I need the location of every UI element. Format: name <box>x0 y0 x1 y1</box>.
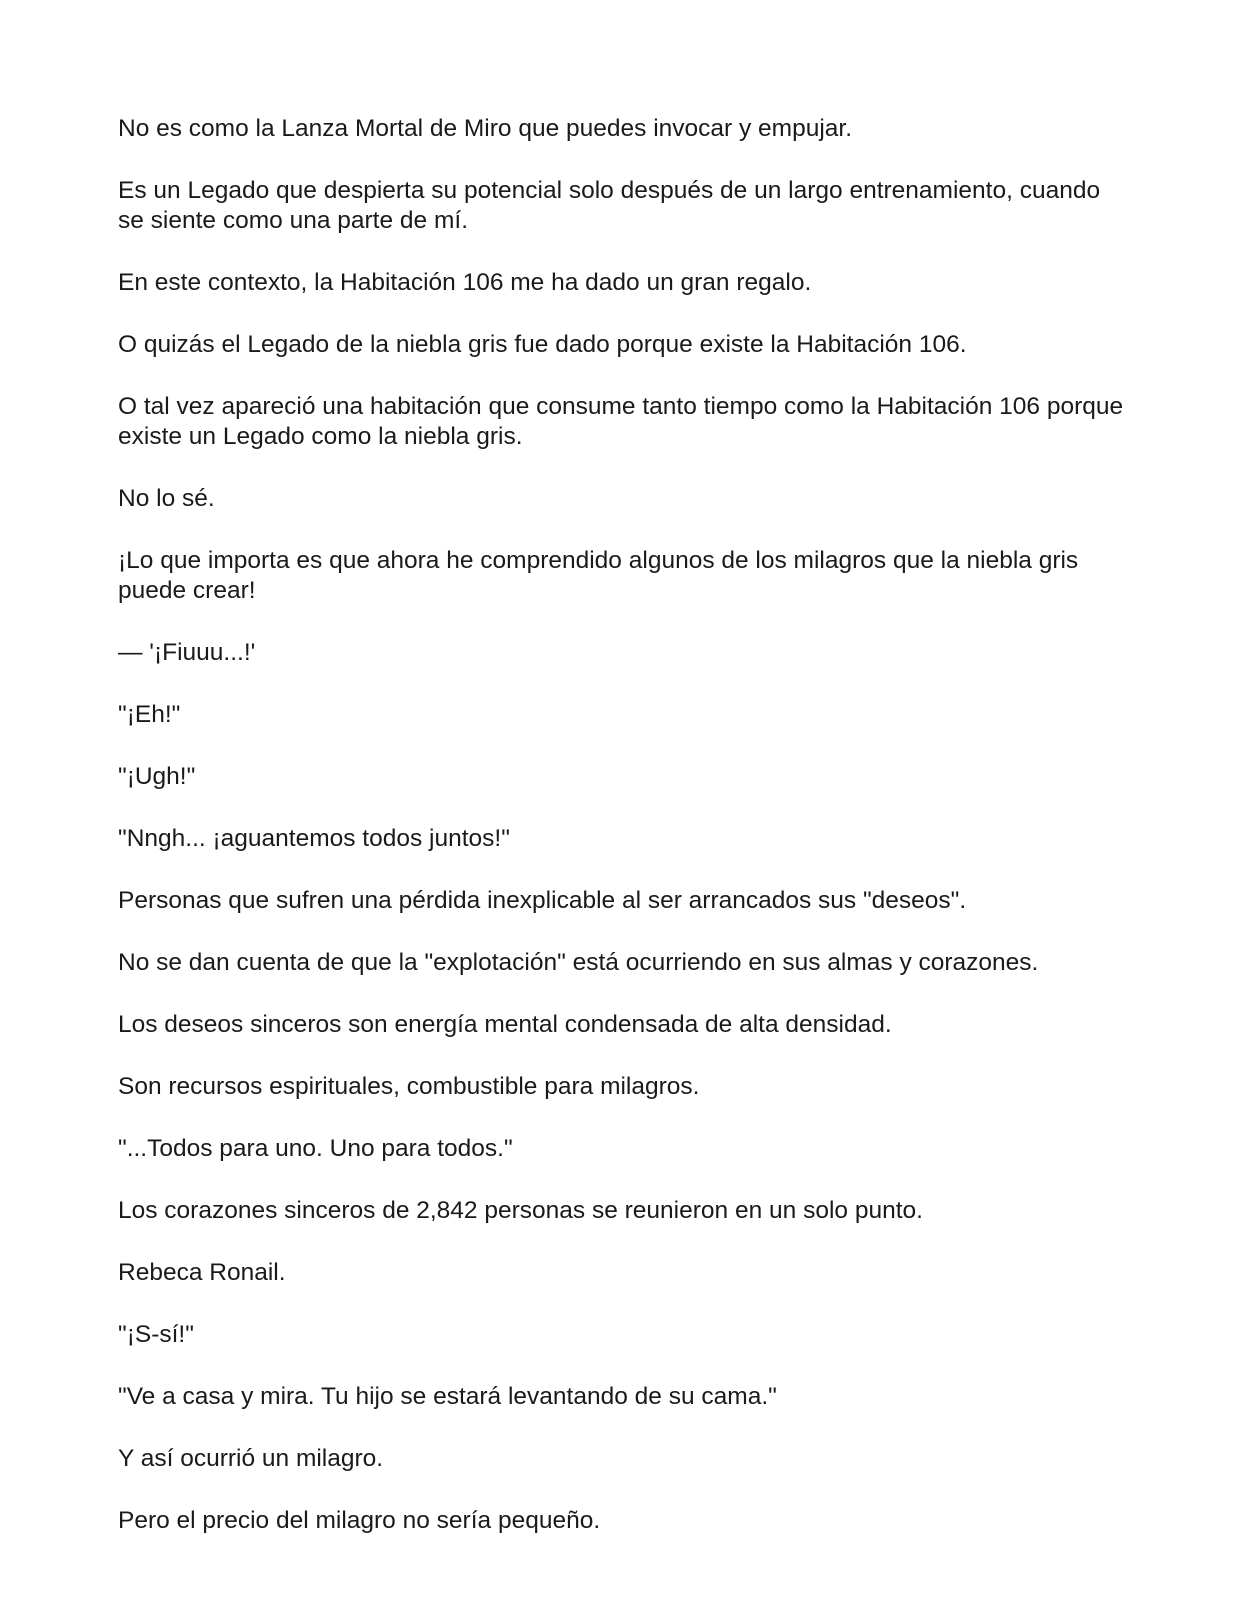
paragraph: Personas que sufren una pérdida inexplicable al ser arrancados sus "deseos". <box>118 887 967 914</box>
paragraph: "Ve a casa y mira. Tu hijo se estará levantando de su cama." <box>118 1383 777 1410</box>
paragraph: "¡Eh!" <box>118 701 181 728</box>
paragraph: "...Todos para uno. Uno para todos." <box>118 1135 513 1162</box>
paragraph: Los corazones sinceros de 2,842 personas se reunieron en un solo punto. <box>118 1197 923 1224</box>
paragraph: O quizás el Legado de la niebla gris fue dado porque existe la Habitación 106. <box>118 331 967 358</box>
paragraph: "¡S-sí!" <box>118 1321 194 1348</box>
paragraph: No es como la Lanza Mortal de Miro que puedes invocar y empujar. <box>118 115 853 142</box>
paragraph: No lo sé. <box>118 485 215 512</box>
paragraph: En este contexto, la Habitación 106 me ha dado un gran regalo. <box>118 269 812 296</box>
paragraph: — '¡Fiuuu...!' <box>118 639 256 666</box>
paragraph: Los deseos sinceros son energía mental condensada de alta densidad. <box>118 1011 892 1038</box>
paragraph: Rebeca Ronail. <box>118 1259 286 1286</box>
paragraph: "Nngh... ¡aguantemos todos juntos!" <box>118 825 510 852</box>
paragraph: O tal vez apareció una habitación que consume tanto tiempo como la Habitación 106 porque existe un Legado como la niebla gris. <box>118 393 1124 450</box>
document-body <box>118 114 1128 1536</box>
paragraph: Y así ocurrió un milagro. <box>118 1445 384 1472</box>
paragraph: ¡Lo que importa es que ahora he comprendido algunos de los milagros que la niebla gris puede crear! <box>118 547 1079 604</box>
paragraph: Son recursos espirituales, combustible para milagros. <box>118 1073 700 1100</box>
paragraph: Pero el precio del milagro no sería pequeño. <box>118 1507 601 1534</box>
paragraph: No se dan cuenta de que la "explotación" está ocurriendo en sus almas y corazones. <box>118 949 1039 976</box>
paragraph: Es un Legado que despierta su potencial solo después de un largo entrenamiento, cuando se siente como una parte de mí. <box>118 177 1101 234</box>
paragraph: "¡Ugh!" <box>118 763 196 790</box>
